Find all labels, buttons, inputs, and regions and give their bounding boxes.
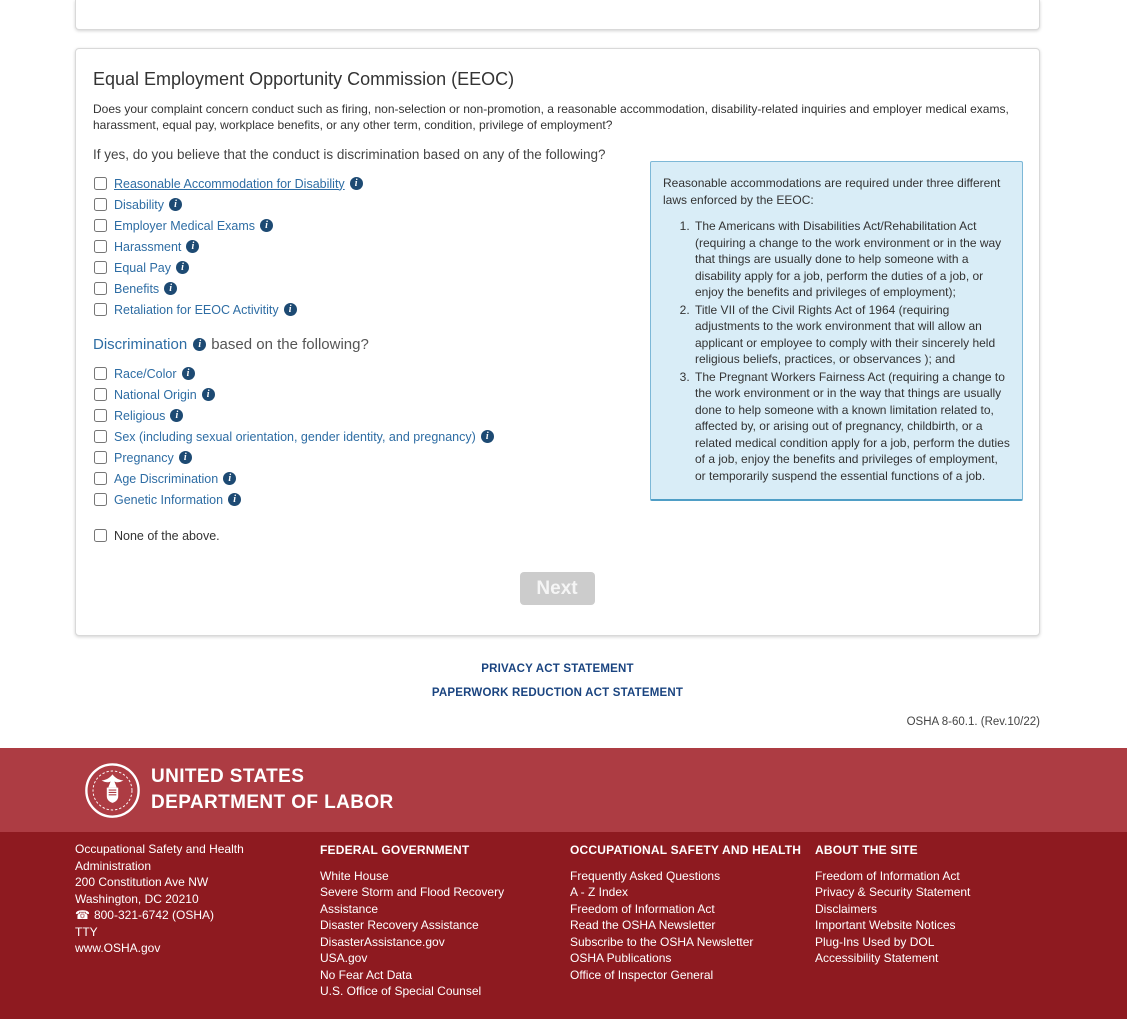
checkbox-national-origin[interactable] bbox=[94, 388, 107, 401]
info-icon[interactable] bbox=[176, 261, 189, 274]
checkbox-age-discrimination[interactable] bbox=[94, 472, 107, 485]
footer-link-privacy-security[interactable]: Privacy & Security Statement bbox=[815, 885, 971, 899]
footer-link-website-notices[interactable]: Important Website Notices bbox=[815, 918, 956, 932]
footer-link-faq[interactable]: Frequently Asked Questions bbox=[570, 868, 721, 883]
footer-website-link[interactable]: www.OSHA.gov bbox=[75, 941, 161, 955]
footer-agency-phone bbox=[75, 907, 320, 924]
footer-agency-address2: Washington, DC 20210 bbox=[75, 891, 199, 906]
form-number: OSHA 8-60.1. (Rev.10/22) bbox=[906, 716, 1040, 728]
footer-link-disaster-recovery[interactable]: Disaster Recovery Assistance bbox=[320, 918, 479, 932]
option-label[interactable]: Reasonable Accommodation for Disability bbox=[114, 176, 345, 191]
statement-links bbox=[75, 663, 1040, 699]
info-box-intro: Reasonable accommodations are required under three different laws enforced by the EEOC: bbox=[663, 176, 1001, 207]
footer-link-no-fear-act[interactable]: No Fear Act Data bbox=[320, 967, 413, 982]
footer-link-plugins[interactable]: Plug-Ins Used by DOL bbox=[815, 934, 935, 949]
option-label[interactable]: Equal Pay bbox=[114, 260, 171, 275]
dol-seal-logo bbox=[84, 762, 141, 819]
footer-column-federal-government bbox=[320, 841, 570, 1000]
footer-link-inspector-general[interactable]: Office of Inspector General bbox=[570, 967, 714, 982]
dol-footer bbox=[0, 832, 1127, 1019]
info-box-item: 2. Title VII of the Civil Rights Act of 1964 (requiring adjustments to the work environment that will allow an applicant or employee to comply with their sincerely held religious beliefs, practices, or observances ); and bbox=[693, 302, 1010, 368]
eeoc-intro-text: Does your complaint concern conduct such as firing, non-selection or non-promotion, a reasonable accommodation, disability-related inquiries and employer medical exams, harassment, equal pay, workplace benefits, or any other term, condition, privilege of employment? bbox=[93, 102, 1009, 132]
discrimination-link[interactable]: Discrimination bbox=[93, 336, 188, 353]
footer-link-usa-gov[interactable]: USA.gov bbox=[320, 951, 368, 965]
next-button[interactable]: Next bbox=[520, 572, 595, 605]
footer-link-az-index[interactable]: A - Z Index bbox=[570, 885, 629, 899]
phone-icon bbox=[75, 908, 94, 922]
paperwork-reduction-act-statement-link[interactable]: PAPERWORK REDUCTION ACT STATEMENT bbox=[431, 687, 684, 699]
option-label[interactable]: National Origin bbox=[114, 387, 197, 402]
footer-column-heading: ABOUT THE SITE bbox=[815, 843, 918, 857]
eeoc-section-title: Equal Employment Opportunity Commission (EEOC) bbox=[93, 69, 515, 89]
dol-masthead bbox=[0, 748, 1127, 832]
checkbox-equal-pay[interactable] bbox=[94, 261, 107, 274]
masthead-title bbox=[151, 764, 394, 816]
reasonable-accommodation-info-box bbox=[650, 161, 1023, 501]
option-label[interactable]: Race/Color bbox=[114, 366, 177, 381]
checkbox-benefits[interactable] bbox=[94, 282, 107, 295]
masthead-line1: UNITED STATES bbox=[151, 766, 305, 787]
footer-agency-address1: 200 Constitution Ave NW bbox=[75, 875, 209, 889]
checkbox-race-color[interactable] bbox=[94, 367, 107, 380]
previous-section-card bbox=[75, 0, 1040, 30]
checkbox-religious[interactable] bbox=[94, 409, 107, 422]
checkbox-retaliation-eeoc[interactable] bbox=[94, 303, 107, 316]
info-icon[interactable] bbox=[228, 493, 241, 506]
discrimination-heading-rest: based on the following? bbox=[211, 336, 369, 353]
info-icon[interactable] bbox=[260, 219, 273, 232]
info-icon[interactable] bbox=[202, 388, 215, 401]
option-label[interactable]: Religious bbox=[114, 408, 166, 423]
footer-link-disasterassistance[interactable]: DisasterAssistance.gov bbox=[320, 934, 445, 949]
footer-column-osha bbox=[570, 841, 815, 983]
info-icon[interactable] bbox=[182, 367, 195, 380]
checkbox-employer-medical-exams[interactable] bbox=[94, 219, 107, 232]
info-icon[interactable] bbox=[223, 472, 236, 485]
info-icon[interactable] bbox=[179, 451, 192, 464]
info-box-item: 3. The Pregnant Workers Fairness Act (requiring a change to the work environment or in the way that things are usually done to help someone with a known limitation related to, affected by, or arising out of pregnancy, childbirth, or a related medical condition apply for a job, perform the duties of a job, enjoy the benefits and privileges of employment, or temporarily suspend the essential functions of a job. bbox=[693, 369, 1010, 485]
info-icon[interactable] bbox=[169, 198, 182, 211]
option-label[interactable]: Benefits bbox=[114, 281, 160, 296]
option-label[interactable]: Harassment bbox=[114, 239, 182, 254]
info-box-list bbox=[693, 218, 1010, 484]
footer-link-foia-about[interactable]: Freedom of Information Act bbox=[815, 868, 960, 883]
checkbox-pregnancy[interactable] bbox=[94, 451, 107, 464]
option-label[interactable]: Retaliation for EEOC Activitity bbox=[114, 302, 279, 317]
footer-link-disclaimers[interactable]: Disclaimers bbox=[815, 901, 878, 916]
info-icon[interactable] bbox=[170, 409, 183, 422]
checkbox-disability[interactable] bbox=[94, 198, 107, 211]
option-label[interactable]: Genetic Information bbox=[114, 492, 224, 507]
footer-link-foia-osha[interactable]: Freedom of Information Act bbox=[570, 901, 715, 916]
option-label[interactable]: Sex (including sexual orientation, gender identity, and pregnancy) bbox=[114, 429, 476, 444]
info-box-item: 1. The Americans with Disabilities Act/Rehabilitation Act (requiring a change to the work environment or in the way that things are usually done to help someone with a disability apply for a job, perform the duties of a job, or enjoy the benefits and privileges of employment); bbox=[693, 218, 1010, 301]
footer-column-heading: FEDERAL GOVERNMENT bbox=[320, 843, 470, 857]
info-icon[interactable] bbox=[193, 338, 206, 351]
footer-phone-link[interactable]: 800-321-6742 (OSHA) bbox=[93, 908, 215, 922]
footer-link-read-newsletter[interactable]: Read the OSHA Newsletter bbox=[570, 918, 716, 932]
info-icon[interactable] bbox=[284, 303, 297, 316]
footer-link-accessibility[interactable]: Accessibility Statement bbox=[815, 951, 939, 965]
option-label[interactable]: Pregnancy bbox=[114, 450, 174, 465]
eeoc-question-text: If yes, do you believe that the conduct is discrimination based on any of the following? bbox=[93, 147, 606, 162]
info-icon[interactable] bbox=[164, 282, 177, 295]
info-icon[interactable] bbox=[481, 430, 494, 443]
footer-column-about bbox=[815, 841, 1075, 967]
info-icon[interactable] bbox=[350, 177, 363, 190]
footer-tty-link[interactable]: TTY bbox=[75, 924, 98, 939]
checkbox-harassment[interactable] bbox=[94, 240, 107, 253]
footer-link-severe-storm[interactable]: Severe Storm and Flood Recovery Assistance bbox=[320, 885, 505, 916]
footer-link-special-counsel[interactable]: U.S. Office of Special Counsel bbox=[320, 984, 482, 998]
option-label[interactable]: None of the above. bbox=[114, 528, 220, 543]
option-none-of-the-above[interactable] bbox=[93, 528, 1021, 543]
checkbox-sex[interactable] bbox=[94, 430, 107, 443]
footer-link-osha-publications[interactable]: OSHA Publications bbox=[570, 951, 672, 965]
option-label[interactable]: Employer Medical Exams bbox=[114, 218, 256, 233]
masthead-line2: DEPARTMENT OF LABOR bbox=[151, 792, 394, 813]
privacy-act-statement-link[interactable]: PRIVACY ACT STATEMENT bbox=[481, 663, 634, 675]
footer-column-agency bbox=[75, 841, 320, 957]
footer-column-heading: OCCUPATIONAL SAFETY AND HEALTH bbox=[570, 843, 802, 857]
footer-agency-name-link[interactable]: Occupational Safety and Health Administration bbox=[75, 842, 244, 873]
option-label[interactable]: Age Discrimination bbox=[114, 471, 219, 486]
checkbox-genetic-information[interactable] bbox=[94, 493, 107, 506]
info-icon[interactable] bbox=[186, 240, 199, 253]
footer-link-white-house[interactable]: White House bbox=[320, 868, 389, 883]
checkbox-reasonable-accommodation[interactable] bbox=[94, 177, 107, 190]
option-label[interactable]: Disability bbox=[114, 197, 165, 212]
eeoc-section-card bbox=[75, 48, 1040, 636]
footer-link-subscribe-newsletter[interactable]: Subscribe to the OSHA Newsletter bbox=[570, 934, 754, 949]
checkbox-none-of-the-above[interactable] bbox=[94, 529, 107, 542]
